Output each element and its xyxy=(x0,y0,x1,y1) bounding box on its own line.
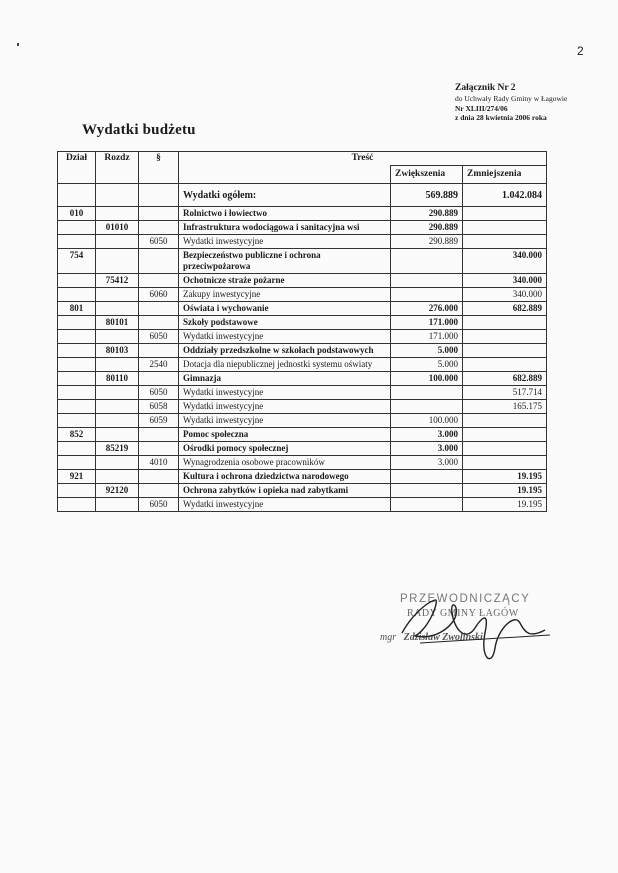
cell-paragraf xyxy=(139,344,179,358)
cell-zmniejszenia xyxy=(463,221,547,235)
cell-dzial xyxy=(58,456,96,470)
header-dzial: Dział xyxy=(58,152,96,184)
cell-zmniejszenia: 19.195 xyxy=(463,470,547,484)
cell-zmniejszenia: 19.195 xyxy=(463,484,547,498)
cell-dzial xyxy=(58,400,96,414)
cell-rozdz xyxy=(96,235,139,249)
cell-rozdz xyxy=(96,288,139,302)
cell-tresc: Wydatki inwestycyjne xyxy=(179,414,391,428)
table-row xyxy=(58,400,547,414)
cell-dzial: 010 xyxy=(58,207,96,221)
cell-zwiekszenia xyxy=(391,249,463,274)
signature-block xyxy=(380,588,580,668)
annex-title: Załącznik Nr 2 xyxy=(455,83,516,93)
cell-rozdz: 75412 xyxy=(96,274,139,288)
cell-zwiekszenia xyxy=(391,498,463,512)
annex-resolution: do Uchwały Rady Gminy w Łagowie xyxy=(455,94,568,103)
cell-paragraf: 2540 xyxy=(139,358,179,372)
cell-zmniejszenia xyxy=(463,316,547,330)
cell-paragraf xyxy=(139,207,179,221)
cell-rozdz xyxy=(96,249,139,274)
cell-dzial xyxy=(58,344,96,358)
cell-dzial xyxy=(58,442,96,456)
header-tresc: Treść xyxy=(179,152,547,166)
table-row xyxy=(58,330,547,344)
total-row xyxy=(58,184,547,207)
cell-zwiekszenia: 100.000 xyxy=(391,414,463,428)
annex-number: Nr XLIII/274/06 xyxy=(455,103,508,113)
table-row xyxy=(58,442,547,456)
total-dzial xyxy=(58,184,96,207)
cell-rozdz xyxy=(96,302,139,316)
table-row xyxy=(58,288,547,302)
cell-zwiekszenia xyxy=(391,470,463,484)
table-row xyxy=(58,456,547,470)
cell-zmniejszenia xyxy=(463,428,547,442)
table-row xyxy=(58,249,547,274)
header-tresc-blank xyxy=(179,166,391,184)
signature-prefix: mgr xyxy=(380,632,397,643)
cell-zmniejszenia xyxy=(463,235,547,249)
cell-rozdz xyxy=(96,498,139,512)
table-row xyxy=(58,498,547,512)
cell-dzial xyxy=(58,358,96,372)
cell-tresc: Bezpieczeństwo publiczne i ochrona przeciwpożarowa xyxy=(179,249,391,274)
cell-rozdz xyxy=(96,414,139,428)
cell-tresc: Wydatki inwestycyjne xyxy=(179,386,391,400)
cell-zmniejszenia xyxy=(463,330,547,344)
cell-paragraf: 6058 xyxy=(139,400,179,414)
budget-table-wrap xyxy=(57,151,546,512)
table-row xyxy=(58,358,547,372)
total-par xyxy=(139,184,179,207)
signature-title: PRZEWODNICZĄCY xyxy=(400,593,531,605)
document-title: Wydatki budżetu xyxy=(82,122,196,138)
cell-rozdz xyxy=(96,456,139,470)
cell-dzial xyxy=(58,316,96,330)
cell-tresc: Oddziały przedszkolne w szkołach podstawowych xyxy=(179,344,391,358)
cell-rozdz: 85219 xyxy=(96,442,139,456)
cell-tresc: Wynagrodzenia osobowe pracowników xyxy=(179,456,391,470)
cell-paragraf xyxy=(139,316,179,330)
table-row xyxy=(58,344,547,358)
total-rozdz xyxy=(96,184,139,207)
cell-paragraf xyxy=(139,274,179,288)
header-paragraf: § xyxy=(139,152,179,184)
header-rozdz: Rozdz xyxy=(96,152,139,184)
cell-tresc: Pomoc społeczna xyxy=(179,428,391,442)
table-row xyxy=(58,386,547,400)
total-zwiekszenia: 569.889 xyxy=(391,184,463,207)
cell-paragraf: 6050 xyxy=(139,235,179,249)
table-row xyxy=(58,414,547,428)
cell-zwiekszenia: 5.000 xyxy=(391,358,463,372)
cell-dzial: 754 xyxy=(58,249,96,274)
cell-tresc: Rolnictwo i łowiectwo xyxy=(179,207,391,221)
cell-tresc: Szkoły podstawowe xyxy=(179,316,391,330)
cell-rozdz xyxy=(96,330,139,344)
cell-dzial xyxy=(58,386,96,400)
cell-zmniejszenia xyxy=(463,207,547,221)
annex-header xyxy=(455,82,567,123)
cell-tresc: Wydatki inwestycyjne xyxy=(179,330,391,344)
cell-rozdz: 92120 xyxy=(96,484,139,498)
table-row xyxy=(58,316,547,330)
cell-zmniejszenia xyxy=(463,442,547,456)
cell-paragraf xyxy=(139,221,179,235)
cell-rozdz: 01010 xyxy=(96,221,139,235)
total-zmniejszenia: 1.042.084 xyxy=(463,184,547,207)
table-row xyxy=(58,302,547,316)
cell-zwiekszenia xyxy=(391,400,463,414)
table-row xyxy=(58,428,547,442)
header-row xyxy=(58,152,547,166)
cell-zwiekszenia: 290.889 xyxy=(391,235,463,249)
cell-tresc: Wydatki inwestycyjne xyxy=(179,498,391,512)
cell-zmniejszenia xyxy=(463,456,547,470)
cell-dzial xyxy=(58,221,96,235)
cell-paragraf xyxy=(139,428,179,442)
cell-zwiekszenia xyxy=(391,386,463,400)
budget-table xyxy=(57,151,547,512)
annex-date: z dnia 28 kwietnia 2006 roka xyxy=(455,113,547,122)
table-row xyxy=(58,221,547,235)
cell-tresc: Oświata i wychowanie xyxy=(179,302,391,316)
cell-paragraf: 6059 xyxy=(139,414,179,428)
cell-rozdz xyxy=(96,386,139,400)
cell-paragraf: 6060 xyxy=(139,288,179,302)
scan-speck xyxy=(17,43,19,46)
cell-rozdz: 80110 xyxy=(96,372,139,386)
cell-paragraf xyxy=(139,470,179,484)
cell-zwiekszenia xyxy=(391,288,463,302)
cell-dzial xyxy=(58,288,96,302)
cell-paragraf xyxy=(139,442,179,456)
cell-zmniejszenia: 340.000 xyxy=(463,288,547,302)
cell-paragraf xyxy=(139,484,179,498)
cell-zmniejszenia: 340.000 xyxy=(463,249,547,274)
cell-zmniejszenia: 19.195 xyxy=(463,498,547,512)
cell-zwiekszenia: 100.000 xyxy=(391,372,463,386)
cell-paragraf: 6050 xyxy=(139,330,179,344)
cell-dzial xyxy=(58,274,96,288)
cell-paragraf xyxy=(139,302,179,316)
cell-zwiekszenia: 5.000 xyxy=(391,344,463,358)
cell-zwiekszenia: 3.000 xyxy=(391,428,463,442)
cell-tresc: Kultura i ochrona dziedzictwa narodowego xyxy=(179,470,391,484)
cell-zmniejszenia xyxy=(463,414,547,428)
cell-zmniejszenia xyxy=(463,358,547,372)
cell-rozdz xyxy=(96,428,139,442)
cell-zwiekszenia: 171.000 xyxy=(391,330,463,344)
cell-dzial: 852 xyxy=(58,428,96,442)
cell-zwiekszenia: 276.000 xyxy=(391,302,463,316)
cell-rozdz: 80101 xyxy=(96,316,139,330)
cell-paragraf: 6050 xyxy=(139,498,179,512)
cell-dzial xyxy=(58,484,96,498)
cell-rozdz xyxy=(96,358,139,372)
handwritten-signature-icon xyxy=(380,588,580,668)
cell-dzial xyxy=(58,235,96,249)
table-row xyxy=(58,470,547,484)
cell-zmniejszenia: 517.714 xyxy=(463,386,547,400)
cell-dzial xyxy=(58,330,96,344)
cell-tresc: Zakupy inwestycyjne xyxy=(179,288,391,302)
table-row xyxy=(58,484,547,498)
cell-zwiekszenia: 290.889 xyxy=(391,221,463,235)
page-number: 2 xyxy=(577,44,584,58)
cell-tresc: Infrastruktura wodociągowa i sanitacyjna wsi xyxy=(179,221,391,235)
signature-name: Zdzisław Zwoliński xyxy=(403,632,483,643)
table-row xyxy=(58,372,547,386)
cell-zmniejszenia: 682.889 xyxy=(463,372,547,386)
cell-zwiekszenia: 3.000 xyxy=(391,442,463,456)
cell-zmniejszenia: 682.889 xyxy=(463,302,547,316)
cell-tresc: Ośrodki pomocy społecznej xyxy=(179,442,391,456)
table-row xyxy=(58,274,547,288)
signature-subtitle: RADY GMINY ŁAGÓW xyxy=(407,608,519,619)
cell-tresc: Ochotnicze straże pożarne xyxy=(179,274,391,288)
cell-tresc: Dotacja dla niepublicznej jednostki systemu oświaty xyxy=(179,358,391,372)
cell-tresc: Ochrona zabytków i opieka nad zabytkami xyxy=(179,484,391,498)
cell-paragraf: 4010 xyxy=(139,456,179,470)
cell-paragraf: 6050 xyxy=(139,386,179,400)
cell-tresc: Wydatki inwestycyjne xyxy=(179,235,391,249)
cell-dzial xyxy=(58,372,96,386)
cell-zwiekszenia: 290.889 xyxy=(391,207,463,221)
table-row xyxy=(58,207,547,221)
table-row xyxy=(58,235,547,249)
cell-zwiekszenia xyxy=(391,274,463,288)
cell-zmniejszenia: 165.175 xyxy=(463,400,547,414)
cell-zmniejszenia xyxy=(463,344,547,358)
cell-tresc: Gimnazja xyxy=(179,372,391,386)
header-zmniejszenia: Zmniejszenia xyxy=(463,166,547,184)
cell-dzial: 921 xyxy=(58,470,96,484)
header-zwiekszenia: Zwiększenia xyxy=(391,166,463,184)
cell-dzial xyxy=(58,414,96,428)
cell-zwiekszenia: 3.000 xyxy=(391,456,463,470)
cell-rozdz: 80103 xyxy=(96,344,139,358)
cell-dzial xyxy=(58,498,96,512)
cell-rozdz xyxy=(96,400,139,414)
cell-rozdz xyxy=(96,207,139,221)
cell-zwiekszenia xyxy=(391,484,463,498)
cell-tresc: Wydatki inwestycyjne xyxy=(179,400,391,414)
cell-dzial: 801 xyxy=(58,302,96,316)
cell-paragraf xyxy=(139,249,179,274)
cell-paragraf xyxy=(139,372,179,386)
cell-zmniejszenia: 340.000 xyxy=(463,274,547,288)
cell-zwiekszenia: 171.000 xyxy=(391,316,463,330)
total-label: Wydatki ogółem: xyxy=(179,184,391,207)
cell-rozdz xyxy=(96,470,139,484)
